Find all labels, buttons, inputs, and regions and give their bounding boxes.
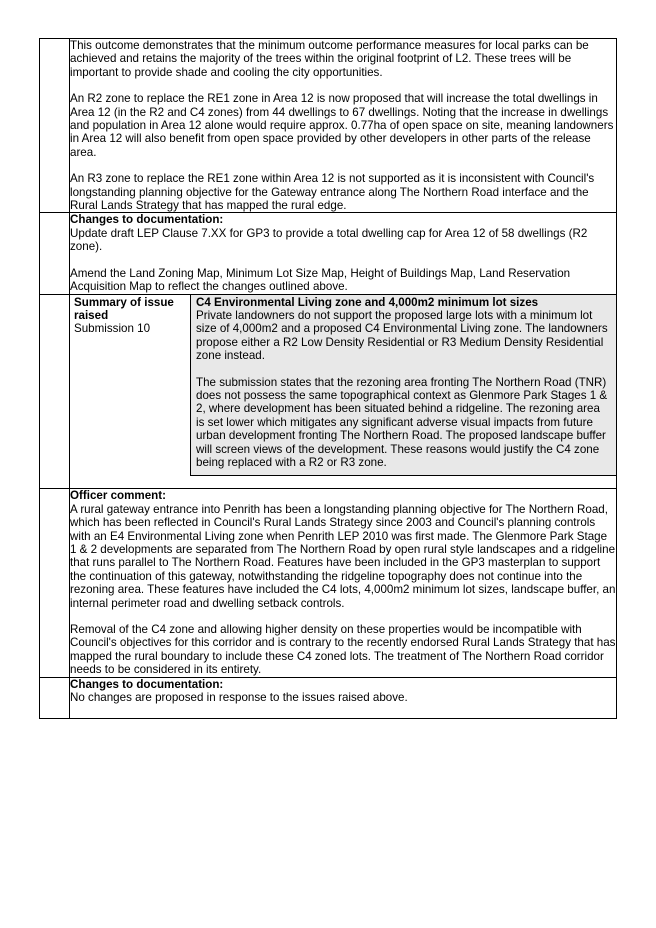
final-changes-heading: Changes to documentation:: [70, 677, 224, 691]
officer-paragraph-2: Removal of the C4 zone and allowing higher density on these properties would be incompatible with Council's objectives for this corridor and is contrary to the recently endorsed Rural Lands Strategy that has mapped the rural boundary to include these C4 zoned lots. The treatment of The Northern Road corridor needs to be considered in its entirety.: [70, 623, 616, 677]
submissions-table: [39, 38, 617, 719]
officer-comment-heading: Officer comment:: [70, 489, 166, 503]
outcome-paragraph-3: An R3 zone to replace the RE1 zone within Area 12 is not supported as it is inconsistent with Council's longstanding planning objective for the Gateway entrance along The Northern Road interface and the Rural Lands Strategy that has mapped the rural edge.: [70, 172, 595, 213]
issue-paragraph-1: Private landowners do not support the proposed large lots with a minimum lot size of 4,000m2 and a proposed C4 Environmental Living zone. The landowners propose either a R2 Low Density Residential or R3 Medium Density Residential zone instead.: [196, 308, 608, 363]
table-row: [40, 39, 617, 213]
row-number-cell: [40, 39, 70, 213]
issue-label-heading: Summary of issue raised: [74, 295, 174, 322]
table-row: [40, 213, 617, 294]
officer-paragraph-1: A rural gateway entrance into Penrith has been a longstanding planning objective for The Northern Road, which has been reflected in Council's Rural Lands Strategy since 2003 and Council's planning controls with an E4 Environmental Living zone when Penrith LEP 2010 was first made. The Glenmore Park Stage 1 & 2 developments are separated from The Northern Road by open rural style landscapes and a ridgeline that runs parallel to The Northern Road. Features have been included in the GP3 masterplan to support the continuation of this gateway, notwithstanding the ridgeline topography does not continue into the rezoning area. These features have included the C4 lots, 4,000m2 minimum lot sizes, landscape buffer, an internal perimeter road and dwelling setback controls.: [70, 502, 616, 610]
row-number-cell: [40, 213, 70, 294]
outcome-paragraph-2: An R2 zone to replace the RE1 zone in Area 12 is now proposed that will increase the total dwellings in Area 12 (in the R2 and C4 zones) from 44 dwellings to 67 dwellings. Noting that the increase in dwellings and population in Area 12 alone would require approx. 0.77ha of open space on site, meaning landowners in Area 12 will also benefit from open space provided by other developers in other parts of the release area.: [70, 92, 614, 159]
submission-label: Submission 10: [74, 322, 151, 336]
changes-cell: [70, 213, 617, 294]
issue-spacer: [70, 476, 616, 488]
officer-comment-cell: [70, 489, 617, 677]
row-number-cell: [40, 489, 70, 677]
table-row: [40, 677, 617, 719]
issue-label-cell: [70, 295, 191, 476]
table-row: [40, 294, 617, 489]
changes-paragraph-2: Amend the Land Zoning Map, Minimum Lot Size Map, Height of Buildings Map, Land Reservation Acquisition Map to reflect the changes outlined above.: [70, 266, 571, 294]
issue-summary-cell: [191, 295, 617, 476]
outcome-paragraph-1: This outcome demonstrates that the minimum outcome performance measures for local parks can be achieved and retains the majority of the trees within the original footprint of L2. These trees will be important to provide shade and cooling the city opportunities.: [70, 39, 589, 79]
issue-paragraph-2: The submission states that the rezoning area fronting The Northern Road (TNR) does not possess the same topographical context as Glenmore Park Stages 1 & 2, where development has been situated behind a ridgeline. The rezoning area is set lower which mitigates any significant adverse visual impacts from future urban development fronting The Northern Road. The proposed landscape buffer will screen views of the development. These reasons would justify the C4 zone being replaced with a R2 or R3 zone.: [196, 375, 608, 469]
issue-heading: C4 Environmental Living zone and 4,000m2 minimum lot sizes: [196, 295, 539, 309]
table-row: [40, 489, 617, 677]
changes-paragraph-1: Update draft LEP Clause 7.XX for GP3 to provide a total dwelling cap for Area 12 of 58 dwellings (R2 zone).: [70, 226, 588, 254]
final-changes-paragraph: No changes are proposed in response to the issues raised above.: [70, 691, 408, 705]
changes-heading: Changes to documentation:: [70, 213, 224, 227]
outcome-cell: [70, 39, 617, 213]
issue-cell: [70, 294, 617, 489]
row-number-cell: [40, 294, 70, 489]
final-changes-cell: [70, 677, 617, 719]
issue-inner-table: [70, 295, 616, 477]
row-number-cell: [40, 677, 70, 719]
